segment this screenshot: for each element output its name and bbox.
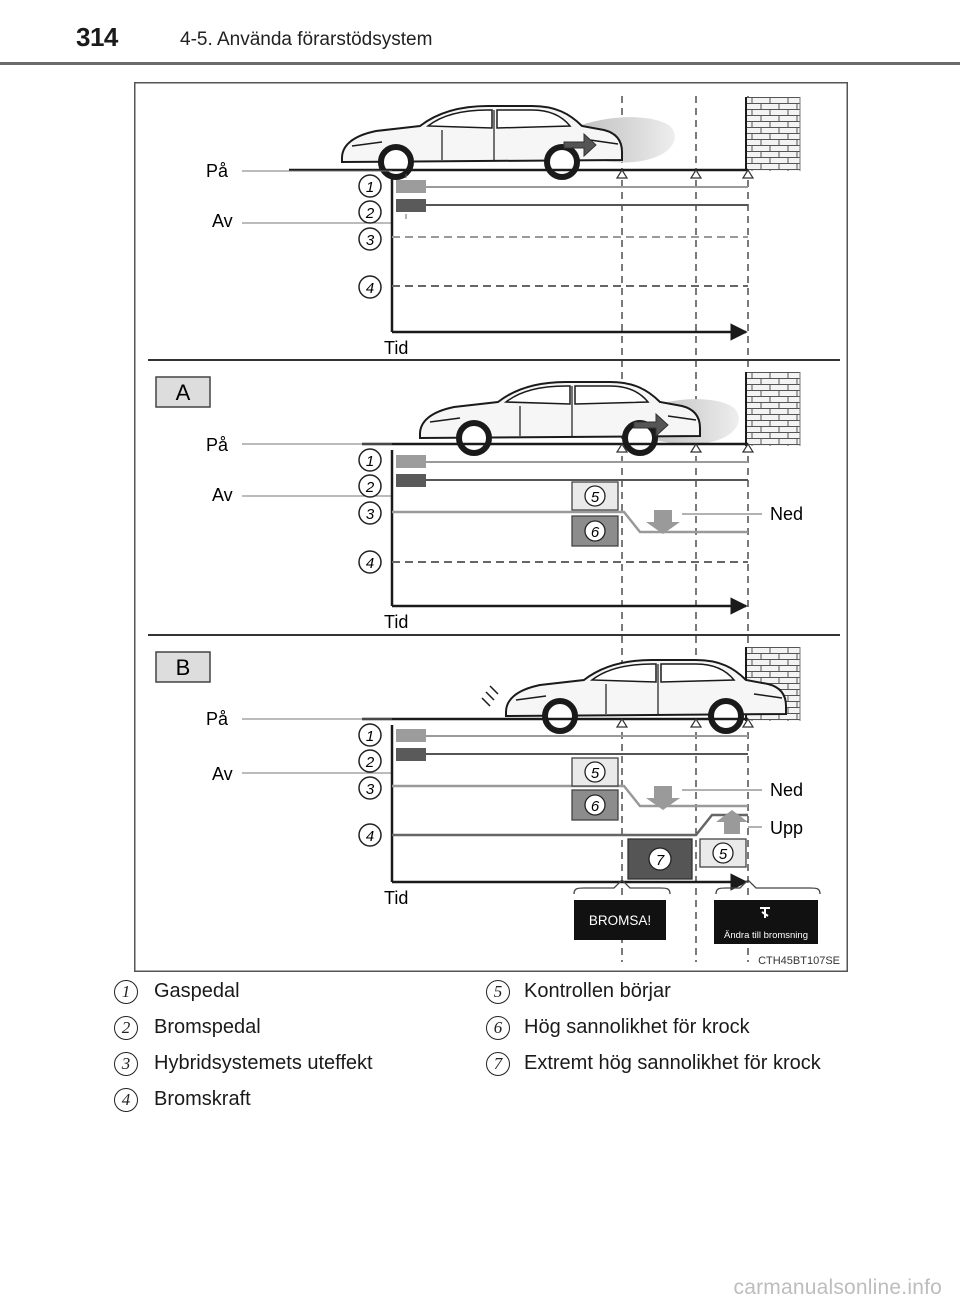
legend-item [486,1050,846,1114]
svg-text:Av: Av [212,485,233,505]
label-up: Upp [770,818,804,838]
legend-text: Bromspedal [154,1016,261,1038]
switch-to-braking-text: Ändra till bromsning [724,930,808,941]
svg-text:2: 2 [365,754,375,771]
figure-frame [135,83,848,972]
svg-text:Tid: Tid [384,888,409,908]
page-number: 314 [76,22,118,52]
legend-left [114,978,474,1122]
panel-tag-b: B [175,655,191,680]
svg-text:1: 1 [365,728,375,745]
legend-number: 4 [114,1088,138,1112]
label-on: På [206,161,229,181]
svg-text:2: 2 [365,205,375,222]
legend-item [114,1086,474,1122]
legend-text: Hybridsystemets uteffekt [154,1052,373,1074]
legend-number: 7 [486,1052,510,1076]
svg-text:7: 7 [655,852,665,869]
svg-text:5: 5 [590,489,600,506]
watermark: carmanualsonline.info [733,1276,942,1299]
header-rule [0,62,960,65]
figure-code: CTH45BT107SE [758,955,840,967]
pcs-timing-diagram [134,82,848,972]
legend-item [114,1050,474,1086]
svg-text:Tid: Tid [384,612,409,632]
svg-text:3: 3 [365,781,375,798]
legend-text: Bromskraft [154,1088,251,1110]
legend-right [486,978,846,1114]
legend-item [114,978,474,1014]
legend-item [114,1014,474,1050]
label-off: Av [212,211,233,231]
svg-text:På: På [206,709,229,729]
svg-text:Av: Av [212,764,233,784]
section-title: 4-5. Använda förarstödsystem [180,29,433,50]
svg-text:5: 5 [718,846,728,863]
legend-text: Extremt hög sannolikhet för krock [524,1052,821,1074]
legend-text: Hög sannolikhet för krock [524,1016,750,1038]
legend-number: 5 [486,980,510,1004]
svg-text:2: 2 [365,479,375,496]
label-time: Tid [384,338,409,358]
svg-text:4: 4 [365,280,375,297]
svg-text:Ned: Ned [770,780,804,800]
svg-text:3: 3 [365,506,375,523]
svg-text:3: 3 [365,232,375,249]
svg-text:1: 1 [365,179,375,196]
svg-text:4: 4 [365,828,375,845]
svg-text:På: På [206,435,229,455]
brake-warning-text: BROMSA! [588,913,652,928]
page-header [0,0,960,66]
svg-text:4: 4 [365,555,375,572]
svg-text:6: 6 [590,524,600,541]
legend-text: Kontrollen börjar [524,980,671,1002]
legend-item [486,978,846,1014]
label-down: Ned [770,504,804,524]
legend-text: Gaspedal [154,980,240,1002]
legend-number: 1 [114,980,138,1004]
svg-text:1: 1 [365,453,375,470]
panel-tag-a: A [175,380,191,405]
legend-number: 3 [114,1052,138,1076]
legend-number: 2 [114,1016,138,1040]
legend-number: 6 [486,1016,510,1040]
svg-text:5: 5 [590,765,600,782]
svg-text:6: 6 [590,798,600,815]
legend-item [486,1014,846,1050]
